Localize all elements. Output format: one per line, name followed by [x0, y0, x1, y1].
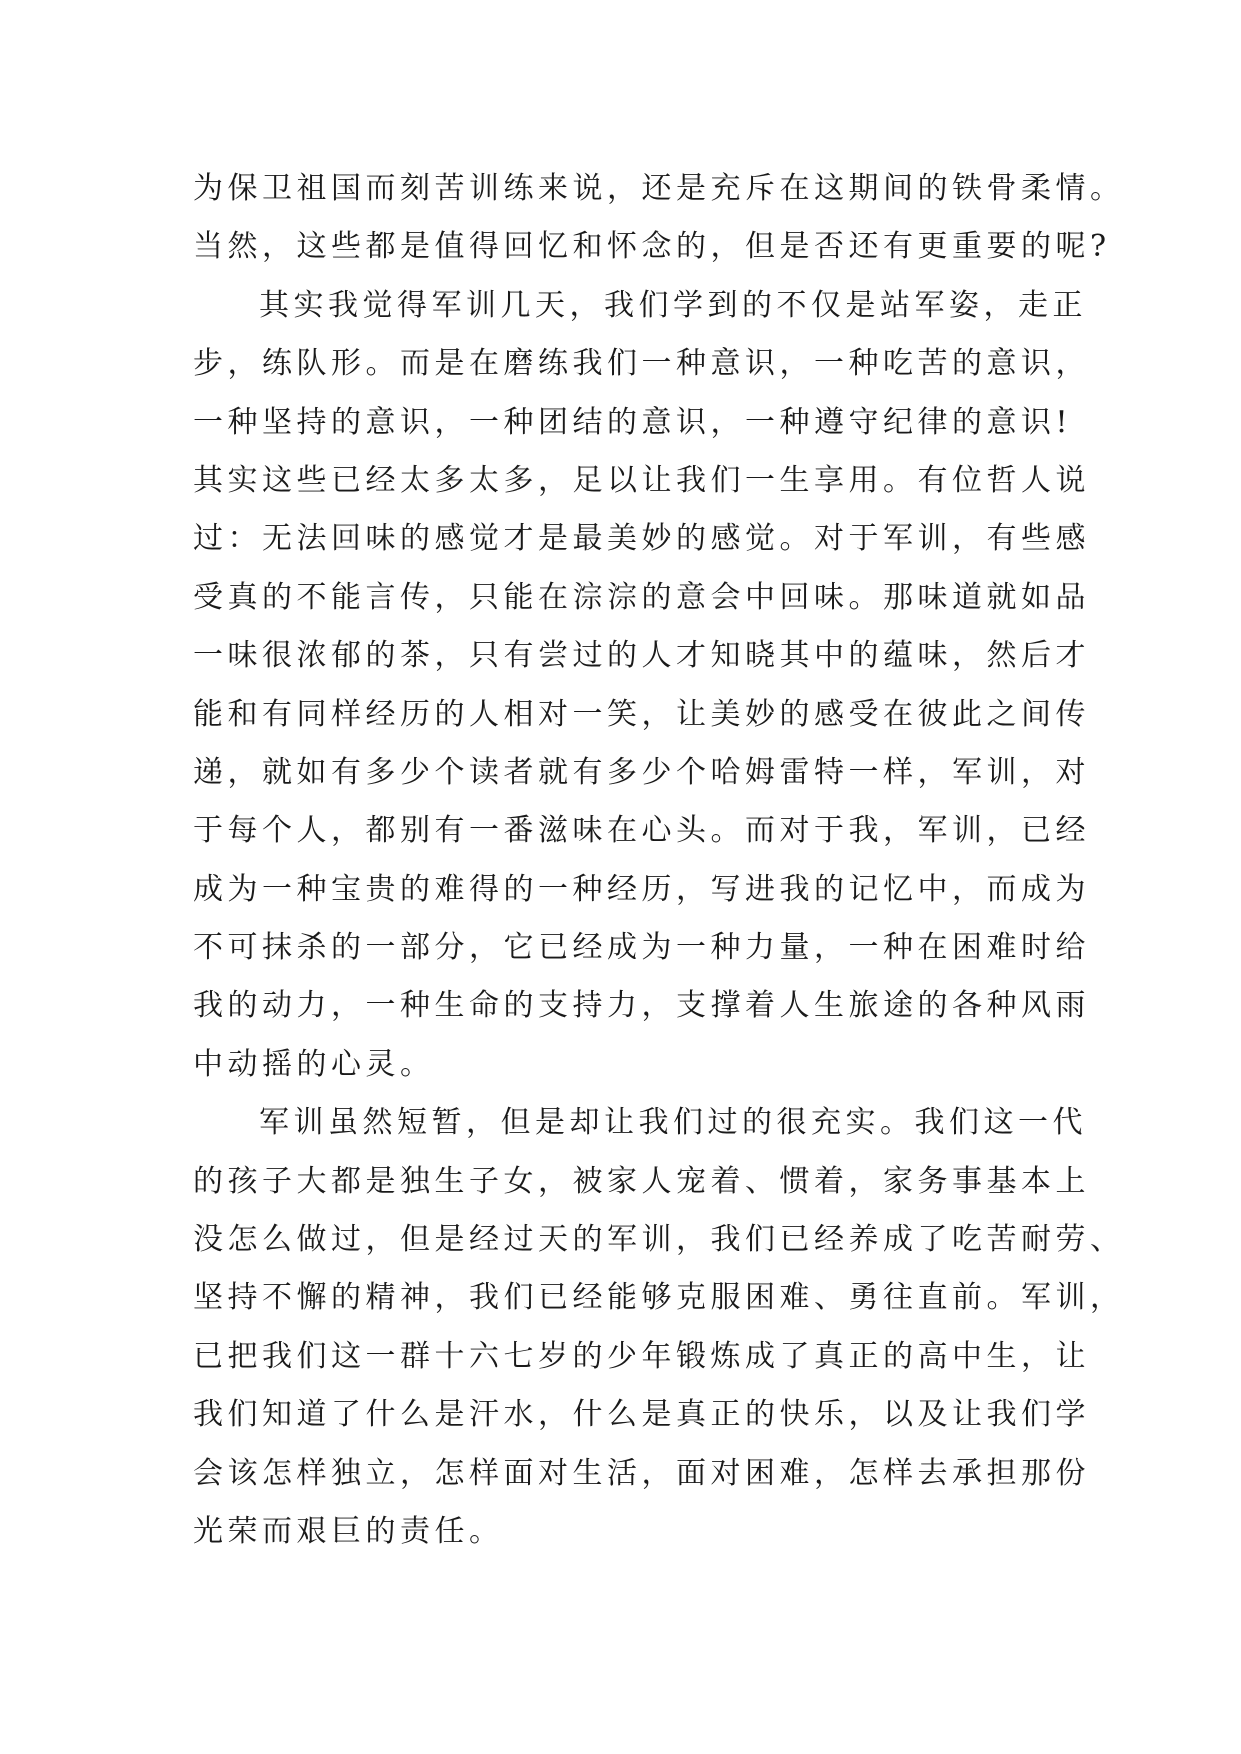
text-line: 光荣而艰巨的责任。 — [193, 1513, 504, 1549]
text-line: 受真的不能言传，只能在淙淙的意会中回味。那味道就如品 — [193, 579, 1090, 615]
text-line: 其实这些已经太多太多，足以让我们一生享用。有位哲人说 — [193, 462, 1090, 498]
text-line: 成为一种宝贵的难得的一种经历，写进我的记忆中，而成为 — [193, 871, 1090, 907]
text-line: 步，练队形。而是在磨练我们一种意识，一种吃苦的意识， — [193, 346, 1090, 382]
text-line: 没怎么做过，但是经过天的军训，我们已经养成了吃苦耐劳、 — [193, 1222, 1125, 1258]
text-line: 过：无法回味的感觉才是最美妙的感觉。对于军训，有些感 — [193, 521, 1090, 557]
document-body — [193, 160, 1125, 1561]
text-line: 已把我们这一群十六七岁的少年锻炼成了真正的高中生，让 — [193, 1338, 1090, 1374]
text-line: 坚持不懈的精神，我们已经能够克服困难、勇往直前。军训， — [193, 1280, 1125, 1316]
text-line: 一种坚持的意识，一种团结的意识，一种遵守纪律的意识! — [193, 404, 1073, 440]
text-line: 军训虽然短暂，但是却让我们过的很充实。我们这一代 — [259, 1105, 1087, 1141]
text-line: 不可抹杀的一部分，它已经成为一种力量，一种在困难时给 — [193, 930, 1090, 966]
text-line: 的孩子大都是独生子女，被家人宠着、惯着，家务事基本上 — [193, 1163, 1090, 1199]
text-line: 为保卫祖国而刻苦训练来说，还是充斥在这期间的铁骨柔情。 — [193, 171, 1125, 206]
text-line: 会该怎样独立，怎样面对生活，面对困难，怎样去承担那份 — [193, 1455, 1090, 1491]
text-line: 递，就如有多少个读者就有多少个哈姆雷特一样，军训，对 — [193, 754, 1090, 790]
text-line: 我的动力，一种生命的支持力，支撑着人生旅途的各种风雨 — [193, 988, 1090, 1024]
text-line: 其实我觉得军训几天，我们学到的不仅是站军姿，走正 — [259, 287, 1087, 323]
text-line: 能和有同样经历的人相对一笑，让美妙的感受在彼此之间传 — [193, 696, 1090, 732]
text-line: 中动摇的心灵。 — [193, 1046, 435, 1082]
text-line: 于每个人，都别有一番滋味在心头。而对于我，军训，已经 — [193, 813, 1090, 849]
text-line: 我们知道了什么是汗水，什么是真正的快乐，以及让我们学 — [193, 1397, 1090, 1433]
text-line: 一味很浓郁的茶，只有尝过的人才知晓其中的蕴味，然后才 — [193, 638, 1090, 674]
text-line: 当然，这些都是值得回忆和怀念的，但是否还有更重要的呢? — [193, 229, 1111, 265]
